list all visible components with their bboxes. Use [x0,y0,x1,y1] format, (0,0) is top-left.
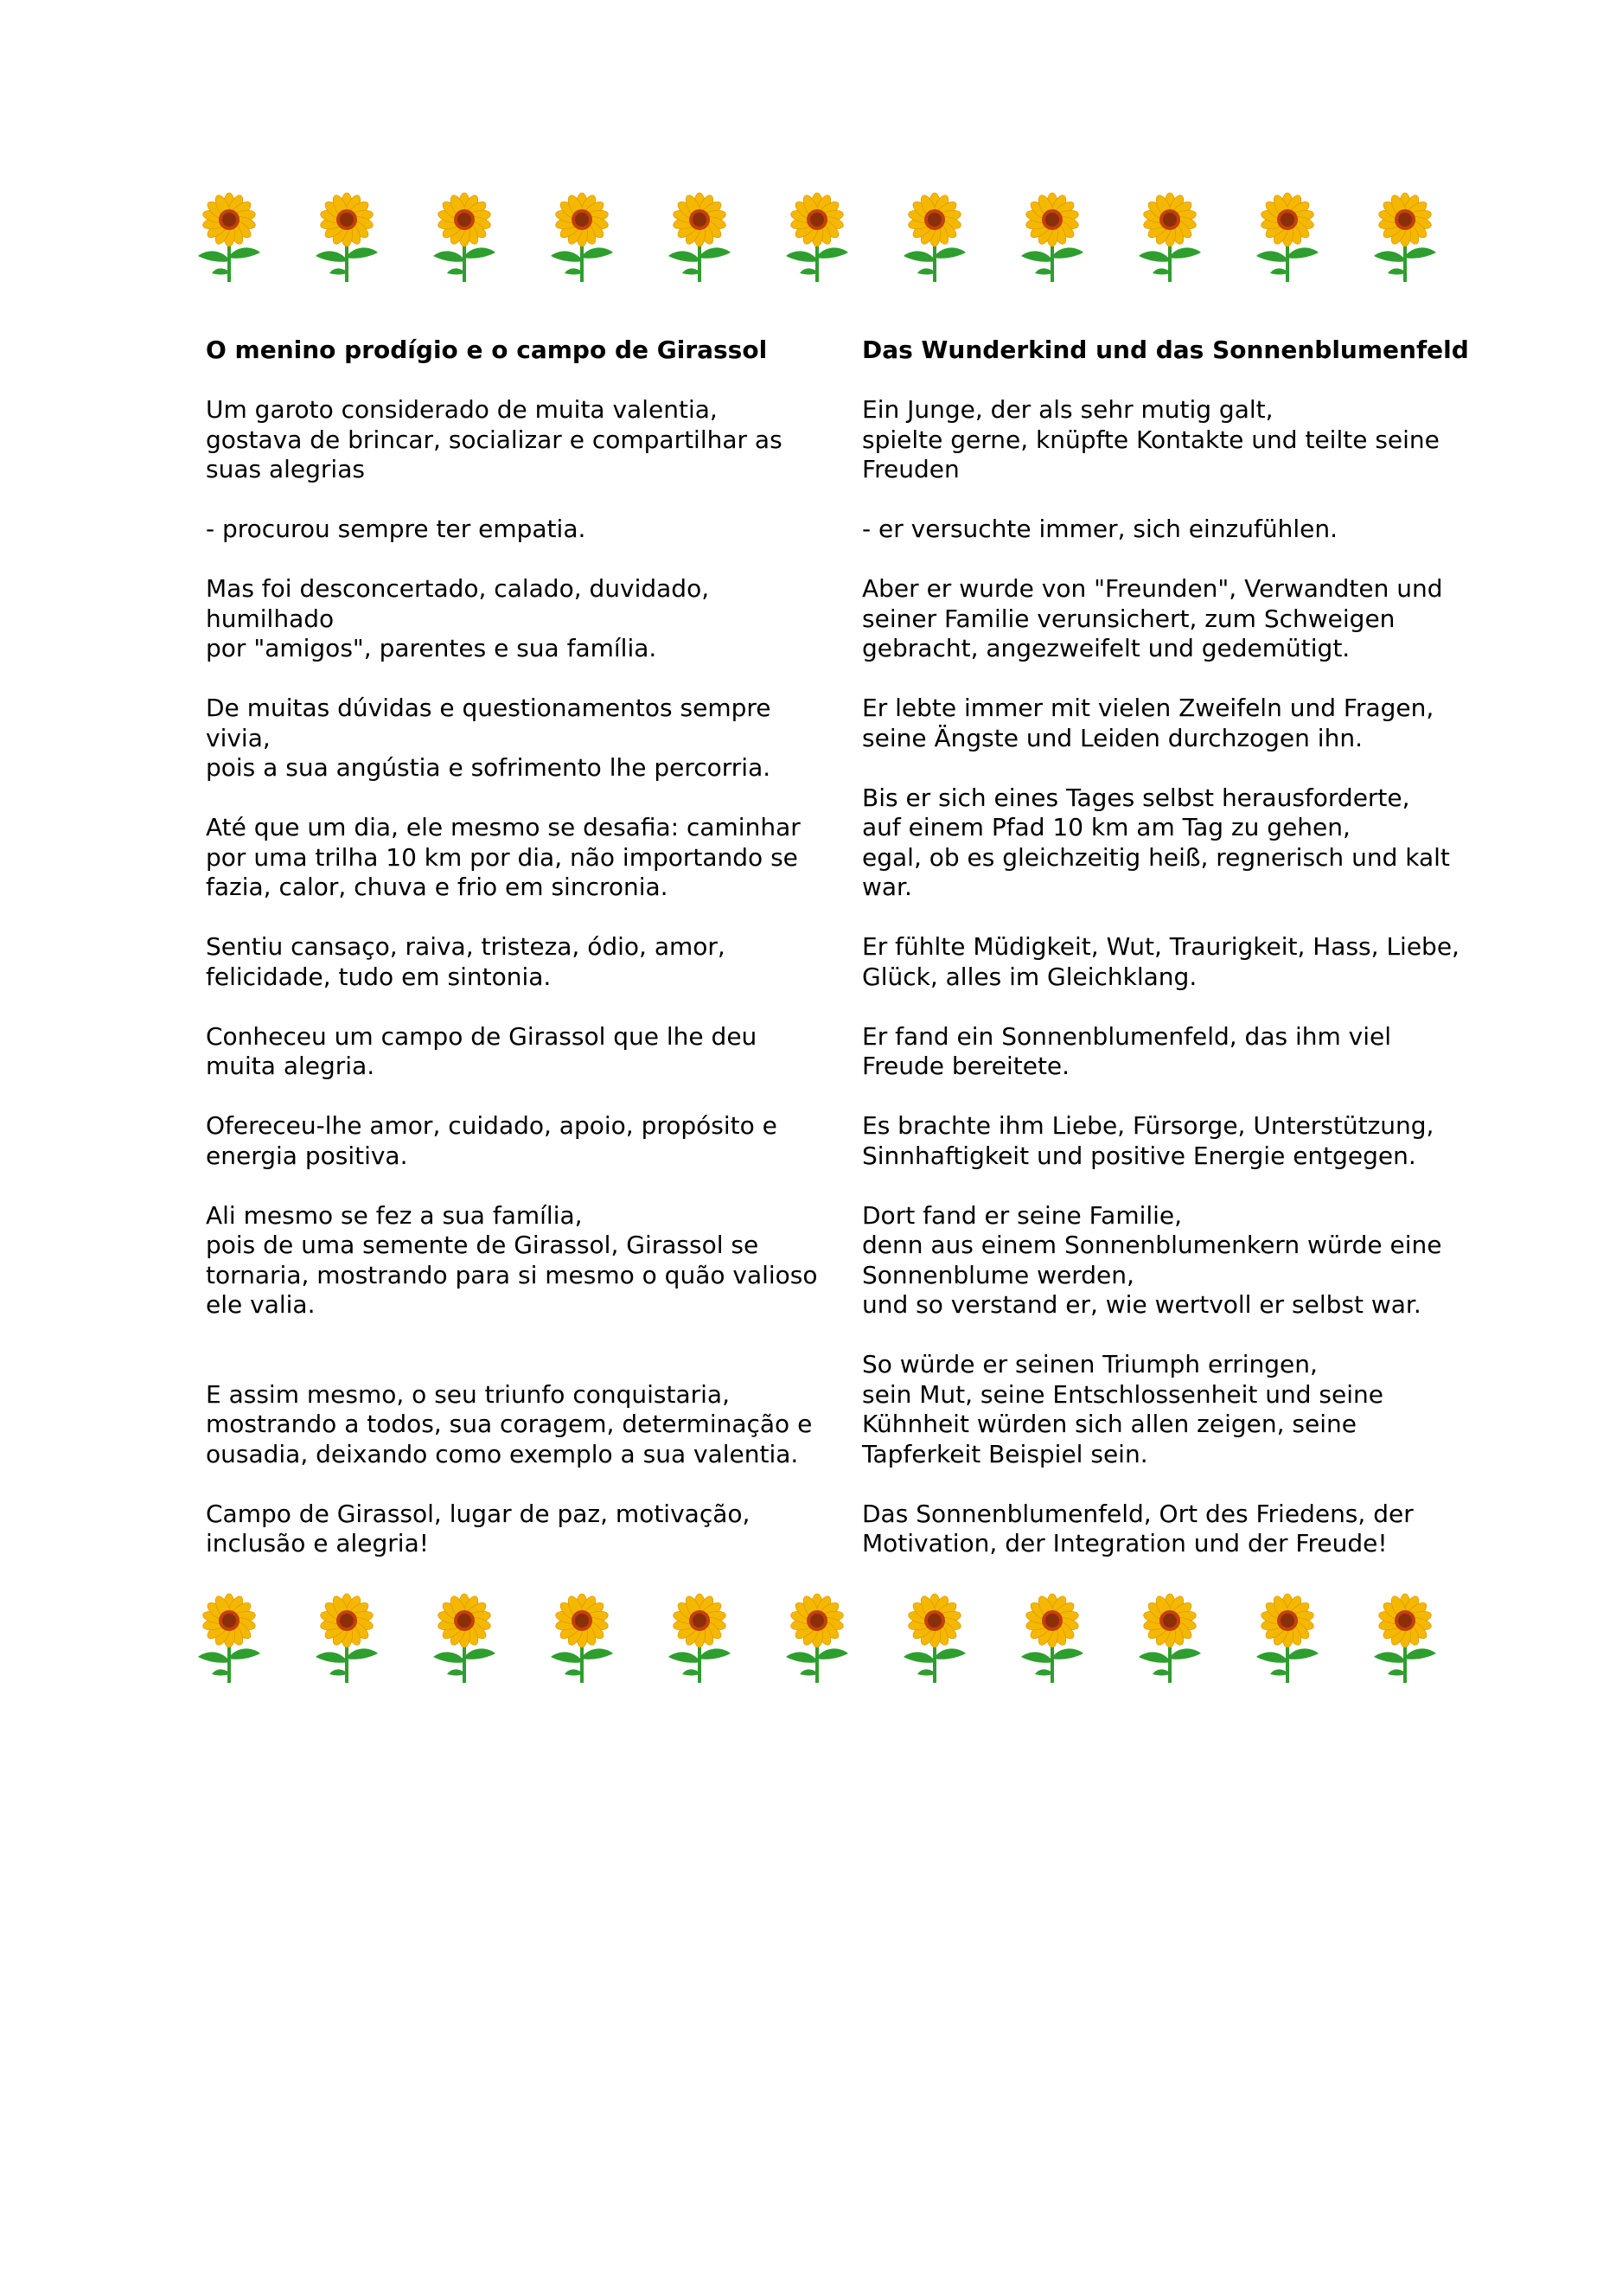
poem-line: Er lebte immer mit vielen Zweifeln und Fragen, [862,694,1434,722]
poem-line: Motivation, der Integration und der Freude! [862,1529,1388,1557]
stanza [862,694,1519,753]
poem-line: humilhado [206,604,335,633]
poem-line: Mas foi desconcertado, calado, duvidado, [206,574,710,603]
poem-line: Kühnheit würden sich allen zeigen, seine [862,1410,1357,1438]
poem-line: fazia, calor, chuva e frio em sincronia. [206,873,668,901]
sunflower-icon [539,1589,625,1685]
poem-line: war. [862,873,912,901]
sunflower-icon [774,189,860,284]
sunflower-icon [1009,189,1095,284]
stanza [862,515,1519,545]
bilingual-poem [206,336,1503,1581]
stanza [862,1022,1519,1082]
poem-line: So würde er seinen Triumph erringen, [862,1350,1318,1378]
stanza [862,783,1519,903]
german-column [862,336,1519,1589]
stanza [862,574,1519,664]
poem-line: por "amigos", parentes e sua família. [206,634,657,662]
stanza [206,1111,863,1171]
poem-line: ousadia, deixando como exemplo a sua valentia. [206,1439,799,1468]
stanza [206,1380,863,1470]
poem-line: auf einem Pfad 10 km am Tag zu gehen, [862,813,1351,841]
poem-line: inclusão e alegria! [206,1529,429,1557]
poem-line: - procurou sempre ter empatia. [206,515,586,543]
stanza [206,932,863,992]
poem-line: Sinnhaftigkeit und positive Energie entgegen. [862,1141,1416,1170]
stanza [206,813,863,903]
stanza [862,1350,1519,1469]
stanza [206,515,863,545]
sunflower-icon [891,189,978,284]
sunflower-icon [186,1589,272,1685]
german-title: Das Wunderkind und das Sonnenblumenfeld [862,336,1469,364]
sunflower-icon [539,189,625,284]
stanza [206,1022,863,1082]
poem-line: energia positiva. [206,1141,408,1170]
poem-line: Um garoto considerado de muita valentia, [206,395,718,424]
portuguese-column [206,336,863,1589]
poem-line: Bis er sich eines Tages selbst herausforderte, [862,783,1410,812]
poem-line: tornaria, mostrando para si mesmo o quão valioso [206,1260,818,1289]
poem-line: felicidade, tudo em sintonia. [206,962,552,991]
sunflower-icon [1127,189,1213,284]
sunflower-icon [1127,1589,1213,1685]
poem-line: Freuden [862,455,960,483]
stanza [862,395,1519,485]
stanza [206,395,863,485]
stanza [862,1111,1519,1171]
poem-line: Er fühlte Müdigkeit, Wut, Traurigkeit, Hass, Liebe, [862,932,1460,961]
poem-line: und so verstand er, wie wertvoll er selbst war. [862,1290,1421,1319]
poem-line: suas alegrias [206,455,365,483]
sunflower-icon [1362,1589,1448,1685]
poem-line: Glück, alles im Gleichklang. [862,962,1198,991]
portuguese-stanzas [206,395,863,1559]
poem-line: ele valia. [206,1290,316,1319]
poem-line: Ofereceu-lhe amor, cuidado, apoio, propósito e [206,1111,777,1140]
sunflower-icon [1009,1589,1095,1685]
stanza [862,1201,1519,1321]
poem-line: egal, ob es gleichzeitig heiß, regnerisch und kalt [862,842,1450,872]
sunflower-icon [421,189,508,284]
sunflower-icon [303,189,390,284]
poem-line: por uma trilha 10 km por dia, não importando se [206,842,798,872]
sunflower-icon [1362,189,1448,284]
poem-line: Dort fand er seine Familie, [862,1200,1183,1230]
stanza [206,1201,863,1321]
poem-line: sein Mut, seine Entschlossenheit und seine [862,1379,1383,1409]
stanza [206,1500,863,1559]
poem-line: mostrando a todos, sua coragem, determinação e [206,1410,813,1438]
poem-line: gebracht, angezweifelt und gedemütigt. [862,634,1351,662]
poem-line: Freude bereitete. [862,1052,1070,1080]
poem-line: Aber er wurde von "Freunden", Verwandten und [862,574,1443,603]
poem-line: Das Sonnenblumenfeld, Ort des Friedens, der [862,1499,1414,1528]
poem-line: seine Ängste und Leiden durchzogen ihn. [862,723,1363,752]
poem-line: muita alegria. [206,1052,375,1080]
sunflower-icon [656,189,743,284]
sunflower-icon [303,1589,390,1685]
stanza [206,694,863,783]
poem-line: pois a sua angústia e sofrimento lhe percorria. [206,753,771,782]
poem-line: De muitas dúvidas e questionamentos sempre [206,694,771,722]
poem-line: E assim mesmo, o seu triunfo conquistaria, [206,1379,730,1409]
sunflower-icon [421,1589,508,1685]
poem-line: - er versuchte immer, sich einzufühlen. [862,515,1338,543]
stanza [206,574,863,664]
poem-line: Tapferkeit Beispiel sein. [862,1439,1148,1468]
sunflower-icon [186,189,272,284]
poem-line: seiner Familie verunsichert, zum Schweigen [862,604,1396,633]
stanza [862,932,1519,992]
poem-line: Es brachte ihm Liebe, Fürsorge, Unterstützung, [862,1111,1434,1140]
stanza [862,1500,1519,1559]
poem-line: Ali mesmo se fez a sua família, [206,1200,583,1230]
german-stanzas [862,395,1519,1559]
bottom-sunflower-border [186,1589,1448,1685]
sunflower-icon [891,1589,978,1685]
poem-line: Er fand ein Sonnenblumenfeld, das ihm viel [862,1021,1392,1051]
poem-line: denn aus einem Sonnenblumenkern würde eine [862,1231,1442,1259]
sunflower-icon [774,1589,860,1685]
poem-line: Até que um dia, ele mesmo se desafia: caminhar [206,813,801,841]
poem-line: Campo de Girassol, lugar de paz, motivação, [206,1499,751,1528]
sunflower-icon [1244,1589,1331,1685]
sunflower-icon [656,1589,743,1685]
poem-line: Sonnenblume werden, [862,1260,1134,1289]
poem-line: pois de uma semente de Girassol, Girassol se [206,1231,759,1259]
poem-line: spielte gerne, knüpfte Kontakte und teilte seine [862,425,1440,454]
poem-line: gostava de brincar, socializar e compartilhar as [206,425,782,454]
poem-line: Sentiu cansaço, raiva, tristeza, ódio, amor, [206,932,725,961]
poem-line: vivia, [206,723,271,752]
poem-line: Conheceu um campo de Girassol que lhe deu [206,1021,757,1051]
poem-line: Ein Junge, der als sehr mutig galt, [862,395,1274,424]
portuguese-title: O menino prodígio e o campo de Girassol [206,336,768,364]
sunflower-icon [1244,189,1331,284]
top-sunflower-border [186,189,1448,284]
